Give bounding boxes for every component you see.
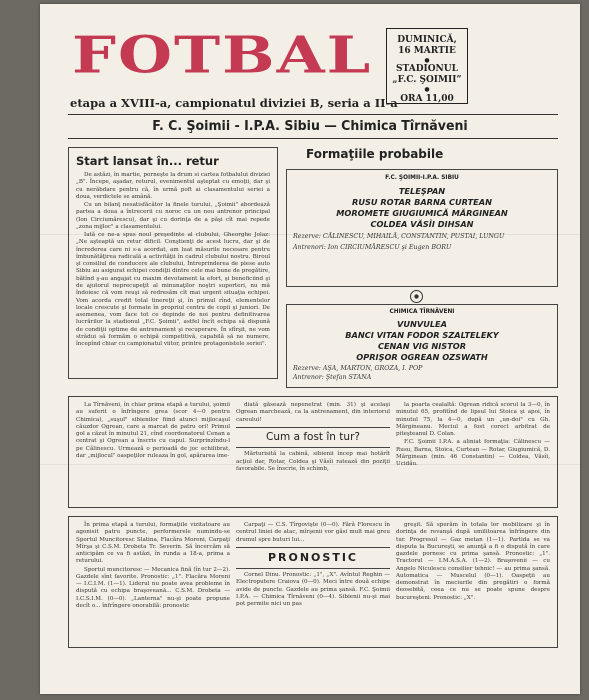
article-title: PRONOSTIC [236,547,390,569]
paragraph: Sportul muncitoresc — Mecanica fină (în tur 2—2). Gazdele sînt favorite. Pronostic: „1". Flacăra Moreni — I.C.I.M. (1—1). Liderul nu poate avea probleme în dispută cu echipa braşoveană... C.S.M. Drobeta — I.C.S.I.M. (0—0). „Lanterna" nu-şi poate propune decît o... înfrîngere onorabilă: pronostic [76,566,230,609]
match-title: F. C. Şoimii - I.P.A. Sibiu — Chimica Tîrnăveni [152,118,468,134]
bullet-icon: ● [424,56,430,64]
program-sheet [40,4,580,694]
paragraph: F.C. Şoimii I.P.A. a aliniat formaţia: Călinescu — Rusu, Barna, Stoica, Curtean — Rotar, Giugiumică, D. Mărginean (min. 46 Constantin) — Coldea, Văsîi, Ucidău. [396,439,550,468]
team-name: F.C. ŞOIMII-I.P.A. SIBIU [385,175,459,181]
paragraph: La Tîrnăveni, în chiar prima etapă a turului, şoimii au suferit o înfrîngere grea (scor 4—0 pentru Chimica), „suşul" sibienilor fiind atunci mijlocaşul căuzdor Ogrean, care a marcat de patru ori! Primul gol a căzut în minutul 21, cînd coordonatorul Cenan a centrat şi Ogrean a înscris cu capul. Surprinzîndu-l pe Călinescu. Urmează o perioadă de joc echilibrat, dar „mijlocul" oaspeţilor ruleaza în gol, apărarea ime- [76,402,230,459]
article-start [68,147,278,379]
column [236,402,390,502]
paragraph: greşit. Să sperăm în totala lor mobilizare şi în dorinţa de revanşă după umilitoarea înfrîngere din tur. Progresul — Gaz metan (1—1). Partida se va disputa la Bucureşti, se anunţă a fi o dispută în care gazdele pornesc cu prima şansă. Pronostic: „1". Tractorul — I.M.A.S.A. (1—2). Braşovenii — cu Angelo Niculescu consilier tehnic! — au prima şansă. Automatica — Muscelul (0—1). Oaspeţii au demonstrat în meciurile din pregătiri o formă deosebită, ceea ce nu se poate spune despre bucureşteni. Pronostic: „X". [396,522,550,601]
lineup-rows [293,319,551,363]
paragraph: la poarta cealaltă: Ogrean ridică scorul la 3—0, în minutul 65, profitînd de lipsul lui Stoica şi apoi, în minutul 75, la 4—0, după un „un-doi" cu Gh. Mărgineanu. Meciul a fost corect arbitrat de piteşteanul D. Colan. [396,402,550,438]
lineup-row: RUSU ROTAR BARNA CURTEAN [352,197,492,208]
reserves: Rezerve: AŞA, MARTON, GROZA, I. POP [293,365,423,373]
article-first-leg [68,396,558,508]
column [76,402,230,502]
lineup-rows [293,186,551,230]
paragraph: În prima etapă a turului, formaţiile vizitatoare au agonisit patru puncte, performerele numindu-se Sportul Muncitoresc Slatina, Flacăra Moreni, Carpaţi Mîrşa şi C.S.M. Drobeta Tr. Severin. Să încercăm să anticipăm ce va fi astăzi, în runda a 18-a, prima a returului. [76,522,230,565]
coach: Antrenor: Ştefan STANA [293,373,372,381]
lineup-home [286,169,558,287]
lineup-row: MOROMETE GIUGIUMICĂ MĂRGINEAN [336,208,508,219]
paragraph: Mărturisită la cabină, sibienii încep mai hotărît acţiul dar, Rotar, Coldea şi Văsîi ratează din poziţii favorabile. Se înscrie, în schimb, [236,451,390,472]
date-line: DUMINICĂ, [397,35,457,45]
lineup-row: BANCI VITAN FODOR SZALTELEKY [345,330,499,341]
masthead-subtitle: etapa a XVIII-a, campionatul diviziei B, seria a II-a [70,96,398,110]
divider [68,138,558,139]
article-body [76,172,270,348]
lineup-row: COLDEA VĂSÎI DIHSAN [370,219,474,230]
paragraph: De astăzi, în martie, porneşte la drum si cartea fotbalului diviziei „B". Începe, aşadar, returul, evenimentul aşteptat cu emoţii, dar şi cu nerăbdare pentru că, în urmă poft ai clasamentului seriei a doua, verdictele se amână. [76,172,270,200]
ball-icon [410,290,423,303]
lineup-row: CENAN VIG NISTOR [377,341,467,352]
article-pronostic [68,516,558,648]
lineup-row: VUNVULEA [397,319,447,329]
masthead-title: FOTBAL [72,25,373,85]
date-line: 16 MARTIE [398,45,456,56]
reserves: Rezerve: CĂLINESCU, MIHAILĂ, CONSTANTIN, PUSTAI, LUNGU [293,233,505,241]
lineup-row: OPRIŞOR OGREAN OZSWATH [356,352,488,363]
paragraph: Cu un bilanţ nesatisfăcător la finele turului, „Şoimii" abordează partea a doua a întrecerii cu noroc cu un nou antrenor principal (Ion Circiumărescu), dar şi cu dorinţa de a păşi cît mai repede „zona mijloc" a clasamentului. [76,202,270,230]
paragraph: Cornel Dinu. Pronostic: „1", „X". Avîntul Reghin — Electroputere Craiova (0—0). Meci între două echipe avide de puncte. Gazdele au prima şansă. F.C. Şoimii I.P.A. — Chimica Tîrnăveni (0—4). Sibienii nu-şi mai pot permite nici un pas [236,572,390,608]
lineup-away [286,304,558,388]
lineups-title: Formaţiile probabile [306,147,444,161]
article-title: Start lansat în... retur [76,154,219,168]
team-name: CHIMICA TÎRNĂVENI [389,309,455,315]
date-line: ORA 11,00 [400,93,454,104]
column [236,522,390,642]
column [76,522,230,642]
column [396,402,550,502]
paragraph: Iată ce ne-a spus noul preşedinte al clubului, Gheorghe Jolaz: „Ne aşteaptă un retur dificil. Conştienţi de acest lucru, dar şi de încrederea care ni s-a acordat, am luat măsurile necesare pentru îmbunătăţirea radicală a activităţii în cadrul clubului nostru. Biroul şi consiliul de conducere ale clubului, Întreprinderea de piese auto Sibiu au asigurat echipei condiţii dintre cele mai bune de pregătire, bătînd ş-au angajat cu maxim devotament la efort, şi beneficiind şi de ajutorul neprecupeţit al minunaţilor noştri suporteri, nu mă îndoiesc că vom reuşi să redresăm cît mai urgent situaţia echipei. Vom acorda credit total tinereţii şi, în primul rînd, elementelor locale crescute şi formate în propriul centru de copii şi juniori. De asemenea, vom face tot ce depinde de noi pentru definitivarea lucrărilor la stadionul „F.C. Şoimii", astfel încît echipa să dispună de condiţii optime de antrenament şi recuperare. În sfîrşit, ne vom strădui să formăm o echipă competitivă, capabilă să ne numere, începînd chiar cu campionatul viitor, printre protagonistele seriei". [76,232,270,348]
date-line: STADIONUL [396,64,458,75]
column [396,522,550,642]
paragraph: Carpaţi — C.S. Tîrgovişte (0—0). Fără Florescu în centrul liniei de atac, mîrşenii vor găsi mult mai greu drumul spre buturi lui... [236,522,390,543]
divider [68,114,558,115]
coaches: Antrenori: Ion CIRCIUMĂRESCU şi Eugen BORU [293,243,452,251]
article-title: Cum a fost în tur? [236,427,390,449]
paragraph: diată găsează nepenetrat (min. 31) şi acelaşi Ogrean marchează, ca la antrenament, din interiorul careului! [236,402,390,423]
date-line: „F.C. ŞOIMII” [392,75,462,86]
match-date-box [386,28,468,104]
bullet-icon: ● [424,86,430,94]
lineup-row: TELEŞPAN [398,186,446,196]
